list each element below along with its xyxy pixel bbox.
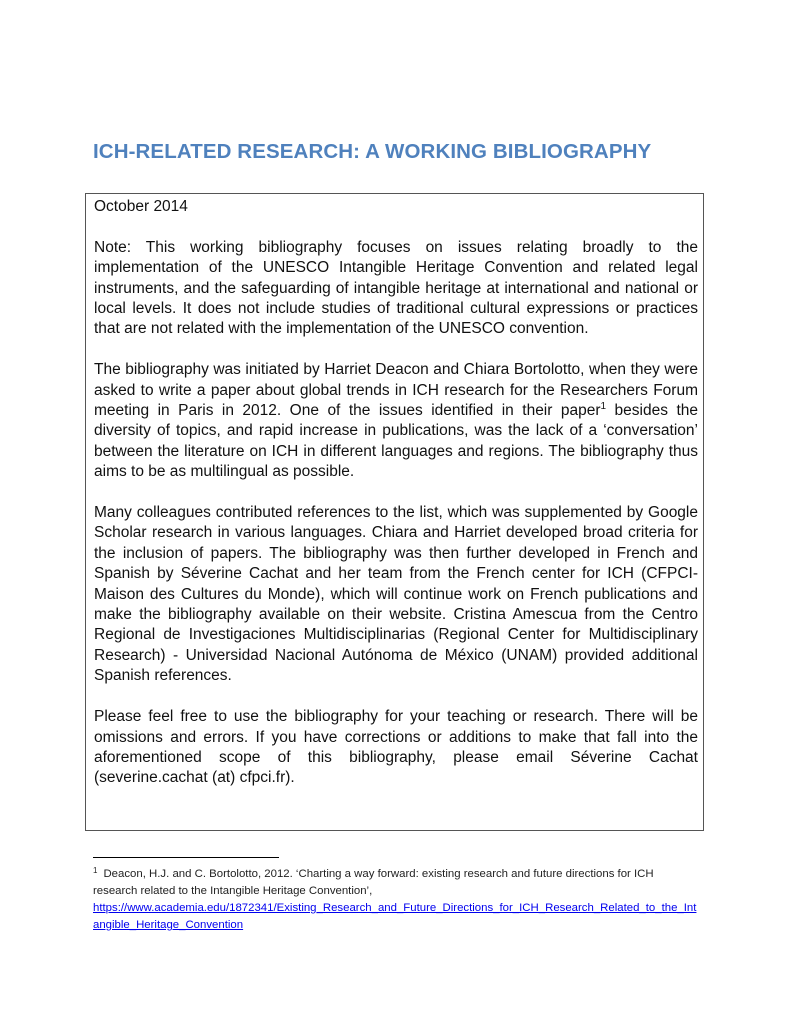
- note-paragraph: Note: This working bibliography focuses on issues relating broadly to the implementation of the UNESCO Intangible Heritage Convention and related legal instruments, and the safeguarding of intangible heritage at international and national or local levels. It does not include studies of traditional cultural expressions or practices that are not related with the implementation of the UNESCO convention.: [94, 238, 698, 338]
- history-paragraph: [94, 360, 698, 482]
- footnote-reference[interactable]: 1: [600, 401, 607, 413]
- history-paragraph-text-end: besides the diversity of topics, and rapid increase in publications, was the lack of a ‘conversation’ between the literature on ICH in different languages and regions. The bibliography thus aims to be as multilingual as possible.: [94, 402, 698, 481]
- footnote-text: Deacon, H.J. and C. Bortolotto, 2012. ‘Charting a way forward: existing research and future directions for ICH research related to the Intangible Heritage Convention’,: [93, 868, 654, 897]
- footnote-separator: [93, 857, 279, 858]
- intro-note-content: [94, 197, 698, 789]
- footnote: [93, 866, 697, 934]
- document-title: ICH-RELATED RESEARCH: A WORKING BIBLIOGRAPHY: [93, 140, 652, 163]
- contributors-paragraph: Many colleagues contributed references to the list, which was supplemented by Google Scholar research in various languages. Chiara and Harriet developed broad criteria for the inclusion of papers. The bibliography was then further developed in French and Spanish by Séverine Cachat and her team from the French center for ICH (CFPCI-Maison des Cultures du Monde), which will continue work on French publications and make the bibliography available on their website. Cristina Amescua from the Centro Regional de Investigaciones Multidisciplinarias (Regional Center for Multidisciplinary Research) - Universidad Nacional Autónoma de México (UNAM) provided additional Spanish references.: [94, 504, 698, 685]
- usage-paragraph: Please feel free to use the bibliography for your teaching or research. There will be omissions and errors. If you have corrections or additions to make that fall into the aforementioned scope of this bibliography, please email Séverine Cachat (severine.cachat (at) cfpci.fr).: [94, 708, 698, 787]
- document-date: October 2014: [94, 198, 188, 215]
- intro-note-box: [85, 193, 704, 831]
- footnote-link[interactable]: https://www.academia.edu/1872341/Existing_Research_and_Future_Directions_for_ICH_Research_Related_to_the_Intangible_Heritage_Convention: [93, 902, 697, 931]
- footnote-number: 1: [93, 866, 98, 875]
- history-paragraph-text-start: The bibliography was initiated by Harriet Deacon and Chiara Bortolotto, when they were asked to write a paper about global trends in ICH research for the Researchers Forum meeting in Paris in 2012. One of the issues identified in their paper: [94, 361, 698, 420]
